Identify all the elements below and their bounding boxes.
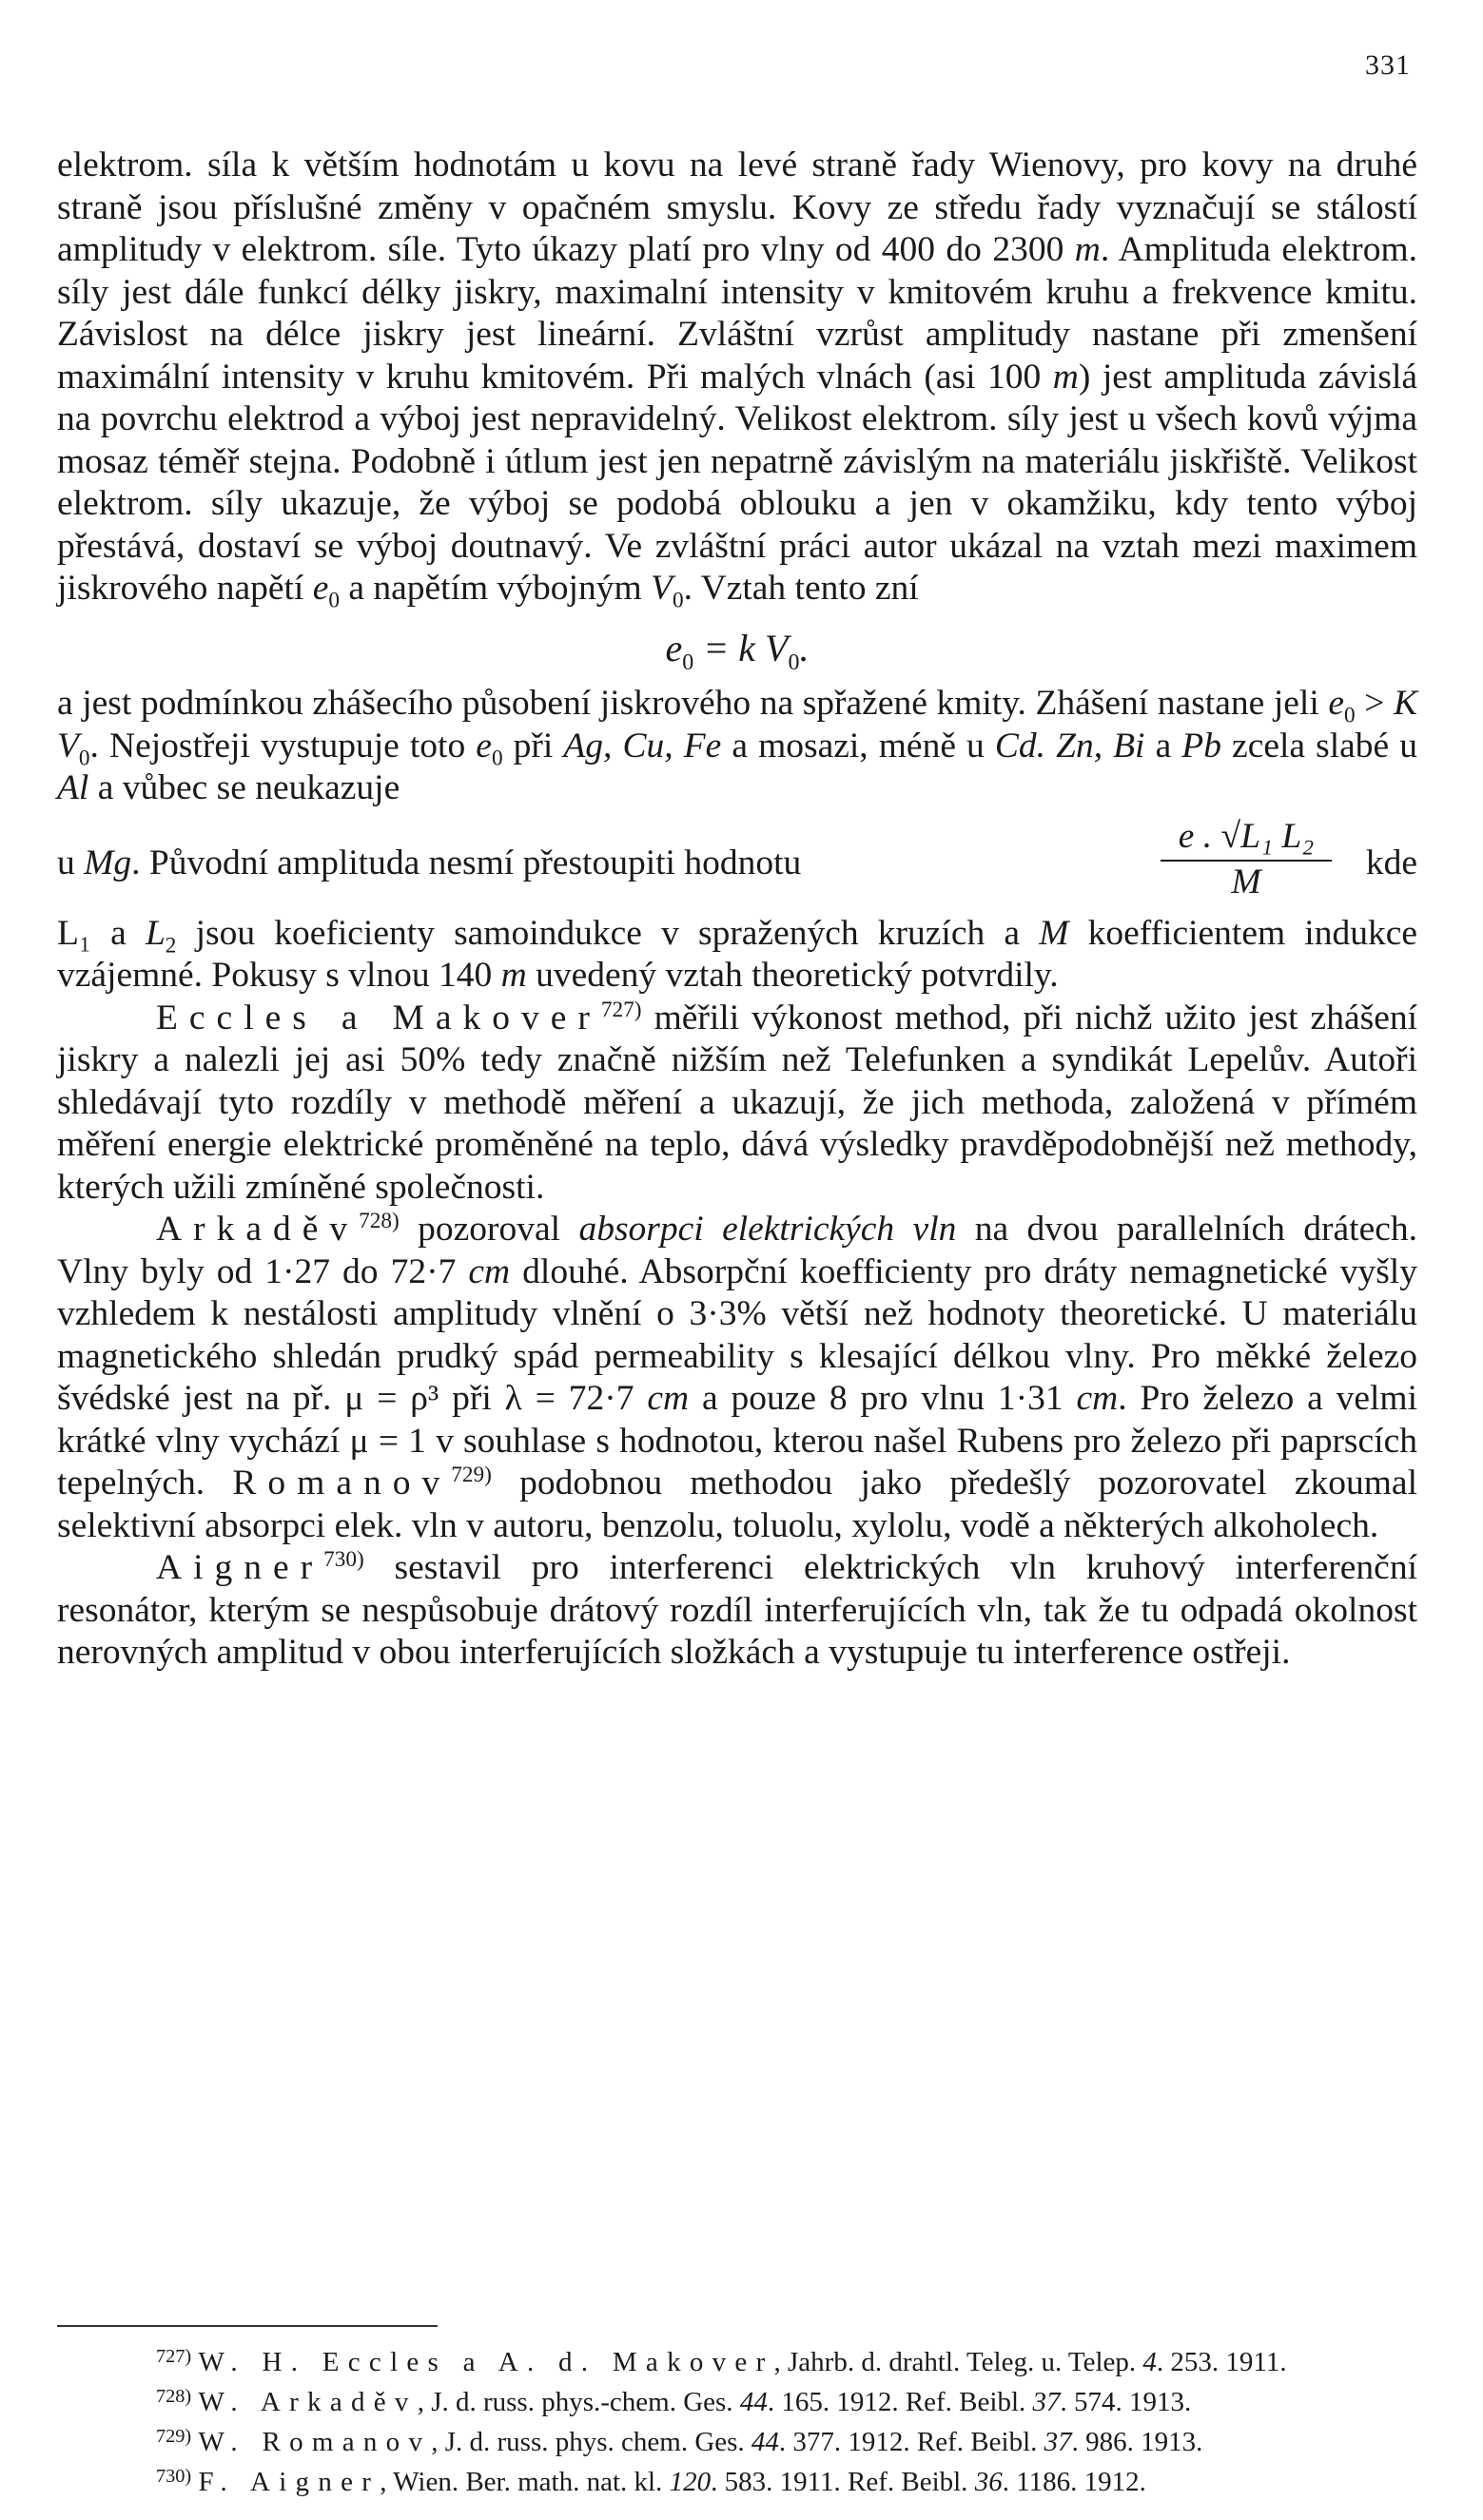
fraction-line <box>57 816 1417 911</box>
paragraph-3: Eccles a Makover$^{727)}$ měřili výkonost method, při nichž užito jest zhášení jiskry a nalezli jej asi 50% tedy značně nižším než Telefunken a syndikát Lepelův. Autoři shledávají tyto rozdíly v methodě měření a ukazují, že jich methoda, založená v přímém měření energie elektrické proměněné na teplo, dává výsledky pravděpodobnější než methody, kterých užili zmíněné společnosti. <box>57 997 1418 1207</box>
footnote-divider <box>57 2325 438 2327</box>
paragraph-1: elektrom. síla k větším hodnotám u kovu na levé straně řady Wienovy, pro kovy na druhé straně jsou příslušné změny v opačném smyslu. Kovy ze středu řady vyznačují se stálostí amplitudy v elektrom. síle. Tyto úkazy platí pro vlny od 400 do 2300 m. Amplituda elektrom. síly jest dále funkcí délky jiskry, maximalní intensity v kmitovém kruhu a frekvence kmitu. Závislost na délce jiskry jest lineární. Zvláštní vzrůst amplitudy nastane při zmenšení maximální intensity v kruhu kmitovém. Při malých vlnách (asi 100 m) jest amplituda závislá na povrchu elektrod a výboj jest nepravidelný. Velikost elektrom. síly jest u všech kovů výjma mosaz téměř stejna. Podobně i útlum jest jen nepatrně závislým na materiálu jiskřiště. Velikost elektrom. síly ukazuje, že výboj se podobá oblouku a jen v okamžiku, kdy tento výboj přestává, dostaví se výboj doutnavý. Ve zvláštní práci autor ukázal na vztah mezi maximem jiskrového napětí $e_0$ a napětím výbojným $V_0$. Vztah tento zní <box>57 145 1418 613</box>
footnotes <box>57 2339 1417 2500</box>
body-text <box>57 145 1417 1675</box>
paragraph-5: Aigner$^{730)}$ sestavil pro interferenci elektrických vln kruhový interferenční resonátor, kterým se nespůsobuje drátový rozdíl interferujících vln, tak že tu odpadá okolnost nerovných amplitud v obou interferujících složkách a vystupuje tu interference ostřeji. <box>57 1547 1417 1672</box>
footnote-ref-729: 729) <box>451 1463 492 1488</box>
paragraph-2: a jest podmínkou zhášecího působení jiskrového na spřažené kmity. Zhášení nastane jeli $e_0 > K$ $V_0$. Nejostřeji vystupuje toto $e_0$ při Ag, Cu, Fe a mosazi, méně u Cd. Zn, Bi a Pb zcela slabé u Al a vůbec se neukazuje <box>57 684 1418 807</box>
fraction-line-kde: kde <box>1365 843 1417 882</box>
fraction-numerator: e . √L₁ L₂ <box>1161 816 1332 863</box>
author-arkadev: Arkaděv <box>156 1210 360 1249</box>
fraction-formula <box>1161 816 1332 904</box>
footnote-729: $^{729)}$ W. Romanov, J. d. russ. phys. chem. Ges. 44. 377. 1912. Ref. Beibl. 37. 986. 1913. <box>156 2426 1203 2458</box>
author-romanov: Romanov <box>232 1464 452 1502</box>
fraction-line-left: u Mg. Původní amplituda nesmí přestoupiti hodnotu <box>57 843 802 882</box>
footnote-ref-730: 730) <box>323 1547 364 1573</box>
formula-e0-kv0: $e_0 = k$ $V_0$. <box>665 626 810 675</box>
paragraph-4: Arkaděv$^{728)}$ pozoroval absorpci elektrických vln na dvou parallelních drátech. Vlny byly od 1·27 do 72·7 cm dlouhé. Absorpční koefficienty pro dráty nemagnetické vyšly vzhledem k nestálosti amplitudy vlnění o 3·3% větší než hodnoty theoretické. U materiálu magnetického shledán prudký spád permeability s klesající délkou vlny. Pro měkké železo švédské jest na př. μ = ρ³ při λ = 72·7 cm a pouze 8 pro vlnu 1·31 cm. Pro železo a velmi krátké vlny vychází μ = 1 v souhlase s hodnotou, kterou našel Rubens pro železo při paprscích tepelných. Romanov$^{729)}$ podobnou methodou jako předešlý pozorovatel zkoumal selektivní absorpci elek. vln v autoru, benzolu, toluolu, xylolu, vodě a některých alkoholech. <box>57 1209 1417 1545</box>
footnote-727: $^{727)}$ W. H. Eccles a A. d. Makover, Jahrb. d. drahtl. Teleg. u. Telep. 4. 253. 1911. <box>156 2346 1287 2378</box>
footnote-728: $^{728)}$ W. Arkaděv, J. d. russ. phys.-chem. Ges. 44. 165. 1912. Ref. Beibl. 37. 574. 1913. <box>156 2386 1192 2418</box>
author-eccles-makover: Eccles a Makover <box>156 998 601 1037</box>
paragraph-2-cont: L₁ a $L_2$ jsou koeficienty samoindukce v spražených kruzích a M koefficientem indukce vzájemné. Pokusy s vlnou 140 m uvedený vztah theoretický potvrdily. <box>57 913 1417 995</box>
fraction-denominator: M <box>1231 863 1261 901</box>
page-number: 331 <box>1365 49 1411 81</box>
footnote-730: $^{730)}$ F. Aigner, Wien. Ber. math. nat. kl. 120. 583. 1911. Ref. Beibl. 36. 1186. 1912. <box>156 2466 1146 2498</box>
footnote-ref-728: 728) <box>359 1209 400 1234</box>
author-aigner: Aigner <box>156 1548 324 1587</box>
footnote-ref-727: 727) <box>600 997 642 1022</box>
